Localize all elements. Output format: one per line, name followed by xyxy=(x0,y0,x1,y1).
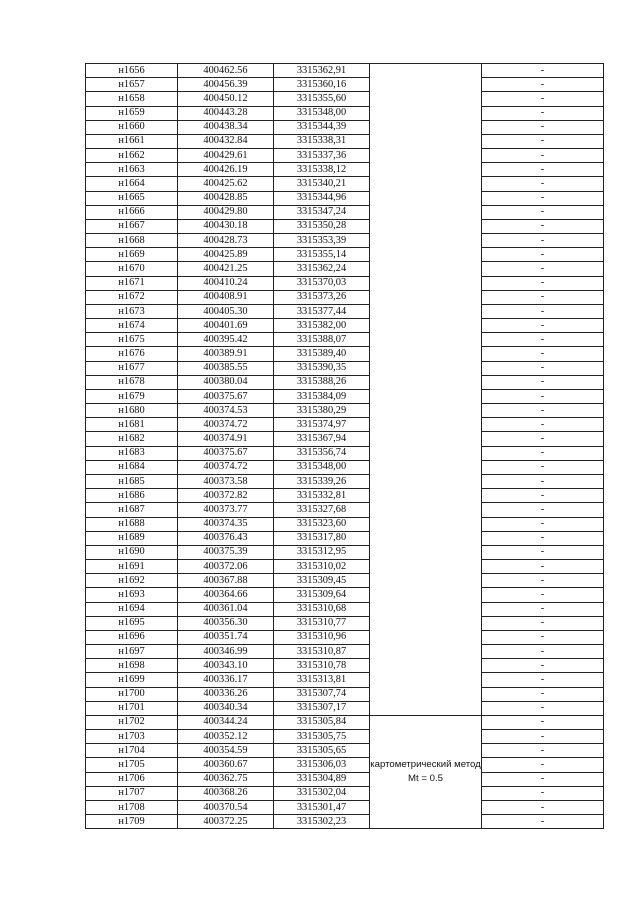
dash-cell: - xyxy=(482,517,604,531)
point-id-cell: н1701 xyxy=(86,701,178,715)
point-id-cell: н1698 xyxy=(86,659,178,673)
point-id-cell: н1659 xyxy=(86,106,178,120)
x-coordinate-cell: 400375.67 xyxy=(178,389,274,403)
y-coordinate-cell: 3315340,21 xyxy=(274,177,370,191)
x-coordinate-cell: 400364.66 xyxy=(178,588,274,602)
point-id-cell: н1699 xyxy=(86,673,178,687)
y-coordinate-cell: 3315389,40 xyxy=(274,347,370,361)
dash-cell: - xyxy=(482,815,604,829)
y-coordinate-cell: 3315306,03 xyxy=(274,758,370,772)
x-coordinate-cell: 400438.34 xyxy=(178,120,274,134)
y-coordinate-cell: 3315302,04 xyxy=(274,786,370,800)
table-row xyxy=(86,715,604,729)
x-coordinate-cell: 400450.12 xyxy=(178,92,274,106)
y-coordinate-cell: 3315388,07 xyxy=(274,333,370,347)
y-coordinate-cell: 3315323,60 xyxy=(274,517,370,531)
point-id-cell: н1672 xyxy=(86,290,178,304)
table-row xyxy=(86,134,604,148)
y-coordinate-cell: 3315310,96 xyxy=(274,630,370,644)
dash-cell: - xyxy=(482,319,604,333)
table-row xyxy=(86,673,604,687)
point-id-cell: н1665 xyxy=(86,191,178,205)
point-id-cell: н1700 xyxy=(86,687,178,701)
dash-cell: - xyxy=(482,134,604,148)
x-coordinate-cell: 400376.43 xyxy=(178,531,274,545)
y-coordinate-cell: 3315313,81 xyxy=(274,673,370,687)
method-cell: картометрический метод Mt = 0.5 xyxy=(370,715,482,828)
y-coordinate-cell: 3315353,39 xyxy=(274,234,370,248)
point-id-cell: н1682 xyxy=(86,432,178,446)
table-row xyxy=(86,645,604,659)
x-coordinate-cell: 400368.26 xyxy=(178,786,274,800)
x-coordinate-cell: 400374.53 xyxy=(178,404,274,418)
y-coordinate-cell: 3315338,12 xyxy=(274,163,370,177)
table-row xyxy=(86,687,604,701)
y-coordinate-cell: 3315307,17 xyxy=(274,701,370,715)
table-row xyxy=(86,347,604,361)
table-row xyxy=(86,786,604,800)
y-coordinate-cell: 3315362,24 xyxy=(274,262,370,276)
table-row xyxy=(86,744,604,758)
y-coordinate-cell: 3315338,31 xyxy=(274,134,370,148)
table-row xyxy=(86,375,604,389)
table-row xyxy=(86,432,604,446)
point-id-cell: н1707 xyxy=(86,786,178,800)
x-coordinate-cell: 400360.67 xyxy=(178,758,274,772)
dash-cell: - xyxy=(482,234,604,248)
table-row xyxy=(86,163,604,177)
x-coordinate-cell: 400410.24 xyxy=(178,276,274,290)
dash-cell: - xyxy=(482,730,604,744)
x-coordinate-cell: 400425.89 xyxy=(178,248,274,262)
table-row xyxy=(86,574,604,588)
y-coordinate-cell: 3315310,68 xyxy=(274,602,370,616)
dash-cell: - xyxy=(482,219,604,233)
x-coordinate-cell: 400374.72 xyxy=(178,418,274,432)
x-coordinate-cell: 400346.99 xyxy=(178,645,274,659)
x-coordinate-cell: 400336.26 xyxy=(178,687,274,701)
point-id-cell: н1658 xyxy=(86,92,178,106)
dash-cell: - xyxy=(482,574,604,588)
y-coordinate-cell: 3315301,47 xyxy=(274,800,370,814)
dash-cell: - xyxy=(482,545,604,559)
y-coordinate-cell: 3315374,97 xyxy=(274,418,370,432)
point-id-cell: н1663 xyxy=(86,163,178,177)
x-coordinate-cell: 400425.62 xyxy=(178,177,274,191)
table-row xyxy=(86,503,604,517)
point-id-cell: н1685 xyxy=(86,474,178,488)
table-row xyxy=(86,602,604,616)
y-coordinate-cell: 3315367,94 xyxy=(274,432,370,446)
point-id-cell: н1677 xyxy=(86,361,178,375)
table-row xyxy=(86,149,604,163)
point-id-cell: н1657 xyxy=(86,78,178,92)
point-id-cell: н1661 xyxy=(86,134,178,148)
table-row xyxy=(86,489,604,503)
dash-cell: - xyxy=(482,418,604,432)
x-coordinate-cell: 400389.91 xyxy=(178,347,274,361)
y-coordinate-cell: 3315332,81 xyxy=(274,489,370,503)
dash-cell: - xyxy=(482,191,604,205)
dash-cell: - xyxy=(482,531,604,545)
dash-cell: - xyxy=(482,800,604,814)
point-id-cell: н1669 xyxy=(86,248,178,262)
dash-cell: - xyxy=(482,474,604,488)
x-coordinate-cell: 400361.04 xyxy=(178,602,274,616)
table-row xyxy=(86,205,604,219)
y-coordinate-cell: 3315380,29 xyxy=(274,404,370,418)
point-id-cell: н1704 xyxy=(86,744,178,758)
dash-cell: - xyxy=(482,78,604,92)
x-coordinate-cell: 400340.34 xyxy=(178,701,274,715)
x-coordinate-cell: 400429.61 xyxy=(178,149,274,163)
y-coordinate-cell: 3315305,75 xyxy=(274,730,370,744)
y-coordinate-cell: 3315339,26 xyxy=(274,474,370,488)
point-id-cell: н1697 xyxy=(86,645,178,659)
point-id-cell: н1668 xyxy=(86,234,178,248)
point-id-cell: н1692 xyxy=(86,574,178,588)
x-coordinate-cell: 400443.28 xyxy=(178,106,274,120)
point-id-cell: н1670 xyxy=(86,262,178,276)
dash-cell: - xyxy=(482,347,604,361)
x-coordinate-cell: 400373.77 xyxy=(178,503,274,517)
point-id-cell: н1691 xyxy=(86,560,178,574)
table-row xyxy=(86,319,604,333)
table-row xyxy=(86,517,604,531)
dash-cell: - xyxy=(482,460,604,474)
point-id-cell: н1687 xyxy=(86,503,178,517)
table-row xyxy=(86,701,604,715)
table-row xyxy=(86,92,604,106)
x-coordinate-cell: 400354.59 xyxy=(178,744,274,758)
x-coordinate-cell: 400405.30 xyxy=(178,304,274,318)
y-coordinate-cell: 3315348,00 xyxy=(274,460,370,474)
x-coordinate-cell: 400372.25 xyxy=(178,815,274,829)
dash-cell: - xyxy=(482,262,604,276)
point-id-cell: н1681 xyxy=(86,418,178,432)
point-id-cell: н1676 xyxy=(86,347,178,361)
x-coordinate-cell: 400374.72 xyxy=(178,460,274,474)
dash-cell: - xyxy=(482,701,604,715)
point-id-cell: н1675 xyxy=(86,333,178,347)
x-coordinate-cell: 400374.91 xyxy=(178,432,274,446)
dash-cell: - xyxy=(482,645,604,659)
dash-cell: - xyxy=(482,446,604,460)
y-coordinate-cell: 3315362,91 xyxy=(274,64,370,78)
y-coordinate-cell: 3315344,39 xyxy=(274,120,370,134)
y-coordinate-cell: 3315360,16 xyxy=(274,78,370,92)
x-coordinate-cell: 400373.58 xyxy=(178,474,274,488)
x-coordinate-cell: 400430.18 xyxy=(178,219,274,233)
y-coordinate-cell: 3315350,28 xyxy=(274,219,370,233)
dash-cell: - xyxy=(482,64,604,78)
y-coordinate-cell: 3315312,95 xyxy=(274,545,370,559)
x-coordinate-cell: 400375.67 xyxy=(178,446,274,460)
point-id-cell: н1688 xyxy=(86,517,178,531)
point-id-cell: н1673 xyxy=(86,304,178,318)
dash-cell: - xyxy=(482,715,604,729)
dash-cell: - xyxy=(482,163,604,177)
y-coordinate-cell: 3315310,02 xyxy=(274,560,370,574)
table-row xyxy=(86,276,604,290)
x-coordinate-cell: 400372.06 xyxy=(178,560,274,574)
y-coordinate-cell: 3315310,78 xyxy=(274,659,370,673)
table-row xyxy=(86,64,604,78)
x-coordinate-cell: 400372.82 xyxy=(178,489,274,503)
point-id-cell: н1656 xyxy=(86,64,178,78)
table-row xyxy=(86,772,604,786)
dash-cell: - xyxy=(482,744,604,758)
point-id-cell: н1686 xyxy=(86,489,178,503)
table-row xyxy=(86,106,604,120)
x-coordinate-cell: 400385.55 xyxy=(178,361,274,375)
point-id-cell: н1703 xyxy=(86,730,178,744)
y-coordinate-cell: 3315388,26 xyxy=(274,375,370,389)
dash-cell: - xyxy=(482,106,604,120)
table-row xyxy=(86,191,604,205)
point-id-cell: н1671 xyxy=(86,276,178,290)
x-coordinate-cell: 400462.56 xyxy=(178,64,274,78)
y-coordinate-cell: 3315327,68 xyxy=(274,503,370,517)
point-id-cell: н1683 xyxy=(86,446,178,460)
method-cell-empty xyxy=(370,64,482,716)
point-id-cell: н1690 xyxy=(86,545,178,559)
table-row xyxy=(86,333,604,347)
table-row xyxy=(86,234,604,248)
dash-cell: - xyxy=(482,772,604,786)
dash-cell: - xyxy=(482,333,604,347)
table-row xyxy=(86,389,604,403)
y-coordinate-cell: 3315344,96 xyxy=(274,191,370,205)
x-coordinate-cell: 400428.85 xyxy=(178,191,274,205)
x-coordinate-cell: 400432.84 xyxy=(178,134,274,148)
table-row xyxy=(86,446,604,460)
coordinates-table xyxy=(85,63,604,829)
x-coordinate-cell: 400421.25 xyxy=(178,262,274,276)
dash-cell: - xyxy=(482,489,604,503)
dash-cell: - xyxy=(482,659,604,673)
x-coordinate-cell: 400362.75 xyxy=(178,772,274,786)
point-id-cell: н1674 xyxy=(86,319,178,333)
y-coordinate-cell: 3315310,87 xyxy=(274,645,370,659)
y-coordinate-cell: 3315347,24 xyxy=(274,205,370,219)
table-row xyxy=(86,531,604,545)
y-coordinate-cell: 3315373,26 xyxy=(274,290,370,304)
y-coordinate-cell: 3315305,65 xyxy=(274,744,370,758)
y-coordinate-cell: 3315384,09 xyxy=(274,389,370,403)
x-coordinate-cell: 400336.17 xyxy=(178,673,274,687)
table-row xyxy=(86,248,604,262)
table-row xyxy=(86,800,604,814)
point-id-cell: н1662 xyxy=(86,149,178,163)
x-coordinate-cell: 400367.88 xyxy=(178,574,274,588)
dash-cell: - xyxy=(482,503,604,517)
point-id-cell: н1706 xyxy=(86,772,178,786)
dash-cell: - xyxy=(482,248,604,262)
point-id-cell: н1684 xyxy=(86,460,178,474)
point-id-cell: н1664 xyxy=(86,177,178,191)
dash-cell: - xyxy=(482,149,604,163)
x-coordinate-cell: 400375.39 xyxy=(178,545,274,559)
point-id-cell: н1678 xyxy=(86,375,178,389)
dash-cell: - xyxy=(482,205,604,219)
y-coordinate-cell: 3315355,14 xyxy=(274,248,370,262)
y-coordinate-cell: 3315309,45 xyxy=(274,574,370,588)
dash-cell: - xyxy=(482,588,604,602)
point-id-cell: н1660 xyxy=(86,120,178,134)
point-id-cell: н1666 xyxy=(86,205,178,219)
x-coordinate-cell: 400426.19 xyxy=(178,163,274,177)
point-id-cell: н1708 xyxy=(86,800,178,814)
dash-cell: - xyxy=(482,786,604,800)
y-coordinate-cell: 3315317,80 xyxy=(274,531,370,545)
dash-cell: - xyxy=(482,602,604,616)
point-id-cell: н1695 xyxy=(86,616,178,630)
y-coordinate-cell: 3315310,77 xyxy=(274,616,370,630)
table-row xyxy=(86,460,604,474)
y-coordinate-cell: 3315355,60 xyxy=(274,92,370,106)
dash-cell: - xyxy=(482,758,604,772)
x-coordinate-cell: 400380.04 xyxy=(178,375,274,389)
dash-cell: - xyxy=(482,375,604,389)
y-coordinate-cell: 3315356,74 xyxy=(274,446,370,460)
dash-cell: - xyxy=(482,177,604,191)
x-coordinate-cell: 400356.30 xyxy=(178,616,274,630)
point-id-cell: н1689 xyxy=(86,531,178,545)
x-coordinate-cell: 400456.39 xyxy=(178,78,274,92)
x-coordinate-cell: 400408.91 xyxy=(178,290,274,304)
dash-cell: - xyxy=(482,276,604,290)
x-coordinate-cell: 400370.54 xyxy=(178,800,274,814)
dash-cell: - xyxy=(482,687,604,701)
x-coordinate-cell: 400374.35 xyxy=(178,517,274,531)
table-row xyxy=(86,361,604,375)
dash-cell: - xyxy=(482,304,604,318)
y-coordinate-cell: 3315307,74 xyxy=(274,687,370,701)
point-id-cell: н1709 xyxy=(86,815,178,829)
y-coordinate-cell: 3315348,00 xyxy=(274,106,370,120)
table-row xyxy=(86,404,604,418)
point-id-cell: н1667 xyxy=(86,219,178,233)
dash-cell: - xyxy=(482,389,604,403)
point-id-cell: н1705 xyxy=(86,758,178,772)
table-row xyxy=(86,758,604,772)
dash-cell: - xyxy=(482,120,604,134)
x-coordinate-cell: 400343.10 xyxy=(178,659,274,673)
y-coordinate-cell: 3315337,36 xyxy=(274,149,370,163)
y-coordinate-cell: 3315309,64 xyxy=(274,588,370,602)
x-coordinate-cell: 400351.74 xyxy=(178,630,274,644)
point-id-cell: н1679 xyxy=(86,389,178,403)
table-row xyxy=(86,120,604,134)
x-coordinate-cell: 400428.73 xyxy=(178,234,274,248)
x-coordinate-cell: 400395.42 xyxy=(178,333,274,347)
dash-cell: - xyxy=(482,432,604,446)
table-row xyxy=(86,659,604,673)
table-row xyxy=(86,177,604,191)
table-row xyxy=(86,588,604,602)
table-row xyxy=(86,630,604,644)
y-coordinate-cell: 3315304,89 xyxy=(274,772,370,786)
y-coordinate-cell: 3315377,44 xyxy=(274,304,370,318)
table-row xyxy=(86,219,604,233)
dash-cell: - xyxy=(482,404,604,418)
table-body xyxy=(86,64,604,829)
dash-cell: - xyxy=(482,92,604,106)
point-id-cell: н1702 xyxy=(86,715,178,729)
dash-cell: - xyxy=(482,361,604,375)
y-coordinate-cell: 3315370,03 xyxy=(274,276,370,290)
dash-cell: - xyxy=(482,290,604,304)
table-row xyxy=(86,474,604,488)
dash-cell: - xyxy=(482,630,604,644)
table-row xyxy=(86,616,604,630)
x-coordinate-cell: 400352.12 xyxy=(178,730,274,744)
y-coordinate-cell: 3315382,00 xyxy=(274,319,370,333)
point-id-cell: н1696 xyxy=(86,630,178,644)
point-id-cell: н1694 xyxy=(86,602,178,616)
dash-cell: - xyxy=(482,673,604,687)
table-row xyxy=(86,290,604,304)
table-row xyxy=(86,560,604,574)
point-id-cell: н1680 xyxy=(86,404,178,418)
table-row xyxy=(86,262,604,276)
point-id-cell: н1693 xyxy=(86,588,178,602)
y-coordinate-cell: 3315305,84 xyxy=(274,715,370,729)
x-coordinate-cell: 400401.69 xyxy=(178,319,274,333)
table-row xyxy=(86,418,604,432)
dash-cell: - xyxy=(482,560,604,574)
x-coordinate-cell: 400344.24 xyxy=(178,715,274,729)
table-row xyxy=(86,78,604,92)
y-coordinate-cell: 3315390,35 xyxy=(274,361,370,375)
table-row xyxy=(86,730,604,744)
table-row xyxy=(86,545,604,559)
dash-cell: - xyxy=(482,616,604,630)
y-coordinate-cell: 3315302,23 xyxy=(274,815,370,829)
table-row xyxy=(86,304,604,318)
x-coordinate-cell: 400429.80 xyxy=(178,205,274,219)
table-row xyxy=(86,815,604,829)
